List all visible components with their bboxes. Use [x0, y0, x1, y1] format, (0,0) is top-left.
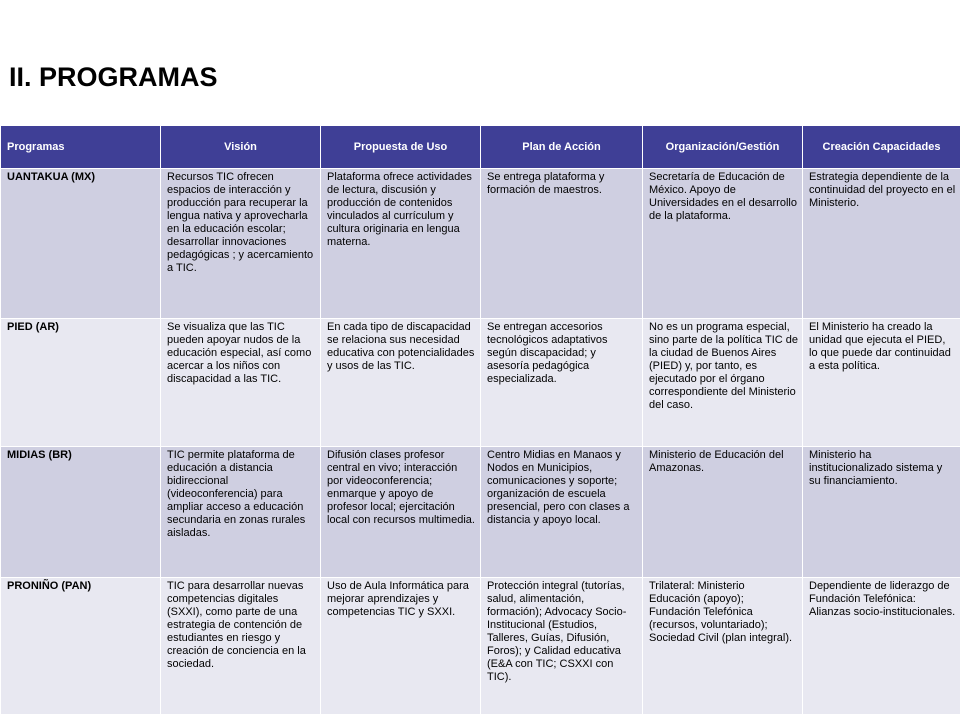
cell-propuesta: Plataforma ofrece actividades de lectura, discusión y producción de contenidos vinculados al currículum y cultura originaria en lengua materna.	[321, 169, 481, 319]
cell-capacidades: Estrategia dependiente de la continuidad del proyecto en el Ministerio.	[803, 169, 960, 319]
table-row	[1, 447, 960, 578]
cell-capacidades: El Ministerio ha creado la unidad que ejecuta el PIED, lo que puede dar continuidad a esta política.	[803, 319, 960, 447]
cell-capacidades: Dependiente de liderazgo de Fundación Telefónica: Alianzas socio-institucionales.	[803, 578, 960, 715]
cell-vision: Recursos TIC ofrecen espacios de interacción y producción para recuperar la lengua nativa y aprovecharla en la educación escolar; desarrollar innovaciones pedagógicas ; y acercamiento a TIC.	[161, 169, 321, 319]
table-header-row	[1, 126, 960, 169]
cell-programa: PIED (AR)	[1, 319, 161, 447]
table-row	[1, 319, 960, 447]
cell-vision: Se visualiza que las TIC pueden apoyar nudos de la educación especial, así como acercar a los niños con discapacidad a las TIC.	[161, 319, 321, 447]
cell-propuesta: Difusión clases profesor central en vivo; interacción por videoconferencia; enmarque y apoyo de profesor local; ejercitación local con recursos multimedia.	[321, 447, 481, 578]
cell-plan: Centro Midias en Manaos y Nodos en Municipios, comunicaciones y soporte; organización de escuela presencial, pero con clases a distancia y apoyo local.	[481, 447, 643, 578]
cell-plan: Se entregan accesorios tecnológicos adaptativos según discapacidad; y asesoría pedagógica especializada.	[481, 319, 643, 447]
column-header-vision: Visión	[161, 126, 321, 169]
cell-vision: TIC para desarrollar nuevas competencias digitales (SXXI), como parte de una estrategia de contención de estudiantes en riesgo y creación de conciencia en la sociedad.	[161, 578, 321, 715]
table-row	[1, 169, 960, 319]
cell-propuesta: En cada tipo de discapacidad se relaciona sus necesidad educativa con potencialidades y usos de las TIC.	[321, 319, 481, 447]
column-header-programas: Programas	[1, 126, 161, 169]
cell-vision: TIC permite plataforma de educación a distancia bidireccional (videoconferencia) para ampliar acceso a educación secundaria en zonas rurales aisladas.	[161, 447, 321, 578]
cell-organizacion: Secretaría de Educación de México. Apoyo de Universidades en el desarrollo de la plataforma.	[643, 169, 803, 319]
column-header-organizacion: Organización/Gestión	[643, 126, 803, 169]
cell-organizacion: No es un programa especial, sino parte de la política TIC de la ciudad de Buenos Aires (PIED) y, por tanto, es ejecutado por el órgano correspondiente del Ministerio del caso.	[643, 319, 803, 447]
table-row	[1, 578, 960, 715]
cell-programa: MIDIAS (BR)	[1, 447, 161, 578]
programs-table	[0, 125, 960, 715]
cell-plan: Protección integral (tutorías, salud, alimentación, formación); Advocacy Socio-Institucional (Estudios, Talleres, Guías, Difusión, Foros); y Calidad educativa (E&A con TIC; CSXXI con TIC).	[481, 578, 643, 715]
cell-organizacion: Trilateral: Ministerio Educación (apoyo); Fundación Telefónica (recursos, voluntariado); Sociedad Civil (plan integral).	[643, 578, 803, 715]
column-header-capacidades: Creación Capacidades	[803, 126, 960, 169]
cell-programa: UANTAKUA (MX)	[1, 169, 161, 319]
cell-organizacion: Ministerio de Educación del Amazonas.	[643, 447, 803, 578]
cell-propuesta: Uso de Aula Informática para mejorar aprendizajes y competencias TIC y SXXI.	[321, 578, 481, 715]
column-header-propuesta: Propuesta de Uso	[321, 126, 481, 169]
cell-programa: PRONIÑO (PAN)	[1, 578, 161, 715]
page-title: II. PROGRAMAS	[9, 62, 218, 92]
cell-plan: Se entrega plataforma y formación de maestros.	[481, 169, 643, 319]
cell-capacidades: Ministerio ha institucionalizado sistema y su financiamiento.	[803, 447, 960, 578]
column-header-plan: Plan de Acción	[481, 126, 643, 169]
